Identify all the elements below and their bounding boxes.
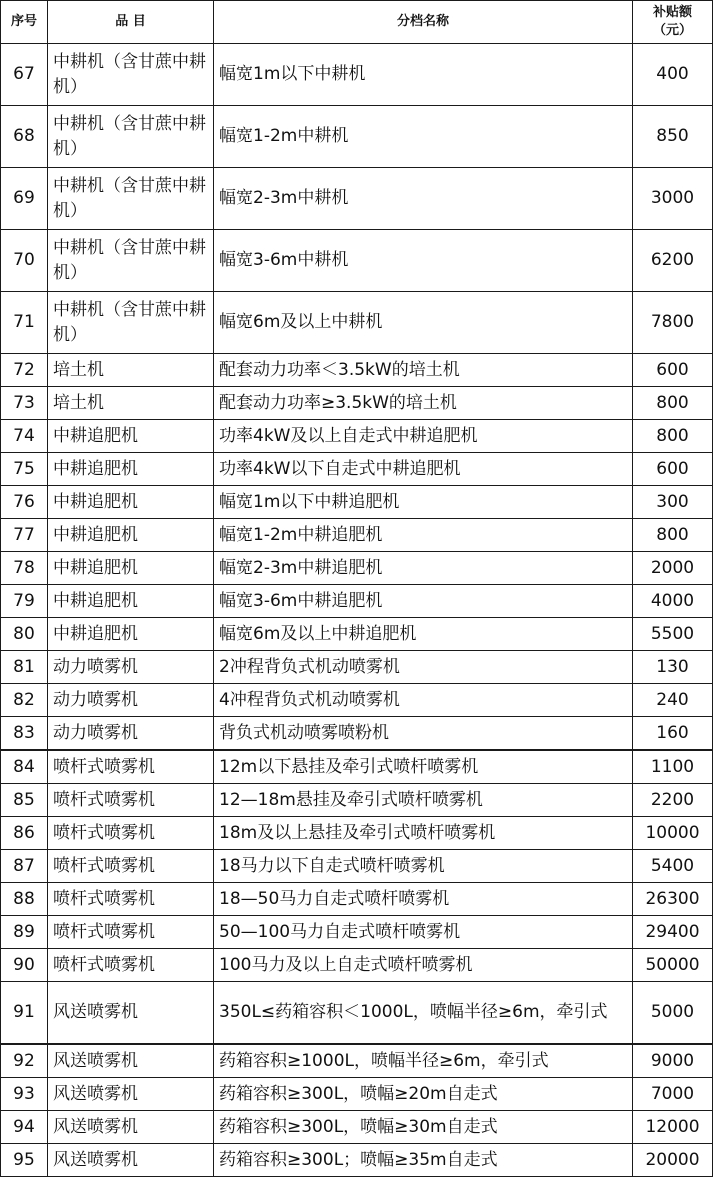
row-spec: 幅宽1-2m中耕追肥机 bbox=[214, 519, 633, 552]
row-spec: 18m及以上悬挂及牵引式喷杆喷雾机 bbox=[214, 817, 633, 850]
row-seq: 95 bbox=[1, 1144, 48, 1177]
row-spec: 药箱容积≥1000L，喷幅半径≥6m，牵引式 bbox=[214, 1044, 633, 1078]
table-row bbox=[1, 486, 713, 519]
row-seq: 72 bbox=[1, 354, 48, 387]
row-item: 风送喷雾机 bbox=[48, 1078, 214, 1111]
table-row bbox=[1, 552, 713, 585]
table-row bbox=[1, 106, 713, 168]
row-item: 中耕追肥机 bbox=[48, 486, 214, 519]
row-subsidy: 10000 bbox=[633, 817, 713, 850]
row-spec: 18马力以下自走式喷杆喷雾机 bbox=[214, 850, 633, 883]
row-seq: 83 bbox=[1, 717, 48, 751]
table-row bbox=[1, 883, 713, 916]
table-row bbox=[1, 420, 713, 453]
row-subsidy: 5400 bbox=[633, 850, 713, 883]
table-row bbox=[1, 750, 713, 784]
row-seq: 93 bbox=[1, 1078, 48, 1111]
row-item: 中耕机（含甘蔗中耕机） bbox=[48, 230, 214, 292]
table-row bbox=[1, 1111, 713, 1144]
row-seq: 92 bbox=[1, 1044, 48, 1078]
row-spec: 配套动力功率＜3.5kW的培土机 bbox=[214, 354, 633, 387]
row-seq: 76 bbox=[1, 486, 48, 519]
row-seq: 71 bbox=[1, 292, 48, 354]
row-subsidy: 850 bbox=[633, 106, 713, 168]
row-spec: 背负式机动喷雾喷粉机 bbox=[214, 717, 633, 751]
row-item: 动力喷雾机 bbox=[48, 684, 214, 717]
row-seq: 75 bbox=[1, 453, 48, 486]
header-subsidy-line1: 补贴额 bbox=[652, 5, 692, 20]
row-spec: 幅宽3-6m中耕追肥机 bbox=[214, 585, 633, 618]
row-seq: 78 bbox=[1, 552, 48, 585]
row-spec: 配套动力功率≥3.5kW的培土机 bbox=[214, 387, 633, 420]
row-item: 中耕追肥机 bbox=[48, 453, 214, 486]
table-row bbox=[1, 519, 713, 552]
table-body bbox=[1, 44, 713, 1177]
table-row bbox=[1, 916, 713, 949]
table-row bbox=[1, 850, 713, 883]
row-subsidy: 130 bbox=[633, 651, 713, 684]
row-seq: 80 bbox=[1, 618, 48, 651]
row-spec: 幅宽1m以下中耕追肥机 bbox=[214, 486, 633, 519]
row-subsidy: 600 bbox=[633, 354, 713, 387]
row-spec: 2冲程背负式机动喷雾机 bbox=[214, 651, 633, 684]
row-subsidy: 50000 bbox=[633, 949, 713, 982]
table-header-row bbox=[1, 1, 713, 44]
table-row bbox=[1, 684, 713, 717]
row-item: 喷杆式喷雾机 bbox=[48, 750, 214, 784]
row-seq: 73 bbox=[1, 387, 48, 420]
row-item: 中耕追肥机 bbox=[48, 618, 214, 651]
table-row bbox=[1, 1144, 713, 1177]
row-subsidy: 5500 bbox=[633, 618, 713, 651]
row-item: 风送喷雾机 bbox=[48, 982, 214, 1045]
row-subsidy: 800 bbox=[633, 387, 713, 420]
row-subsidy: 800 bbox=[633, 420, 713, 453]
header-subsidy bbox=[633, 1, 713, 44]
row-item: 中耕机（含甘蔗中耕机） bbox=[48, 106, 214, 168]
row-seq: 88 bbox=[1, 883, 48, 916]
table-row bbox=[1, 618, 713, 651]
row-item: 中耕追肥机 bbox=[48, 420, 214, 453]
row-item: 喷杆式喷雾机 bbox=[48, 949, 214, 982]
row-subsidy: 2000 bbox=[633, 552, 713, 585]
row-subsidy: 3000 bbox=[633, 168, 713, 230]
row-spec: 药箱容积≥300L，喷幅≥20m自走式 bbox=[214, 1078, 633, 1111]
row-subsidy: 26300 bbox=[633, 883, 713, 916]
header-spec: 分档名称 bbox=[214, 1, 633, 44]
row-seq: 82 bbox=[1, 684, 48, 717]
row-subsidy: 29400 bbox=[633, 916, 713, 949]
row-item: 中耕追肥机 bbox=[48, 585, 214, 618]
row-seq: 94 bbox=[1, 1111, 48, 1144]
row-item: 喷杆式喷雾机 bbox=[48, 883, 214, 916]
row-item: 中耕机（含甘蔗中耕机） bbox=[48, 44, 214, 106]
row-subsidy: 7800 bbox=[633, 292, 713, 354]
row-subsidy: 4000 bbox=[633, 585, 713, 618]
row-spec: 药箱容积≥300L，喷幅≥30m自走式 bbox=[214, 1111, 633, 1144]
row-seq: 87 bbox=[1, 850, 48, 883]
row-spec: 幅宽2-3m中耕机 bbox=[214, 168, 633, 230]
row-spec: 350L≤药箱容积＜1000L，喷幅半径≥6m，牵引式 bbox=[214, 982, 633, 1045]
row-seq: 79 bbox=[1, 585, 48, 618]
row-spec: 功率4kW以下自走式中耕追肥机 bbox=[214, 453, 633, 486]
row-item: 培土机 bbox=[48, 387, 214, 420]
row-spec: 幅宽2-3m中耕追肥机 bbox=[214, 552, 633, 585]
row-subsidy: 240 bbox=[633, 684, 713, 717]
table-row bbox=[1, 651, 713, 684]
table-row bbox=[1, 784, 713, 817]
row-item: 中耕追肥机 bbox=[48, 519, 214, 552]
row-item: 中耕机（含甘蔗中耕机） bbox=[48, 168, 214, 230]
row-spec: 功率4kW及以上自走式中耕追肥机 bbox=[214, 420, 633, 453]
row-seq: 89 bbox=[1, 916, 48, 949]
row-subsidy: 800 bbox=[633, 519, 713, 552]
row-item: 培土机 bbox=[48, 354, 214, 387]
row-seq: 85 bbox=[1, 784, 48, 817]
row-item: 喷杆式喷雾机 bbox=[48, 916, 214, 949]
table-row bbox=[1, 1044, 713, 1078]
row-seq: 90 bbox=[1, 949, 48, 982]
row-seq: 91 bbox=[1, 982, 48, 1045]
row-item: 风送喷雾机 bbox=[48, 1111, 214, 1144]
row-seq: 84 bbox=[1, 750, 48, 784]
header-item: 品 目 bbox=[48, 1, 214, 44]
row-spec: 4冲程背负式机动喷雾机 bbox=[214, 684, 633, 717]
row-seq: 81 bbox=[1, 651, 48, 684]
row-spec: 幅宽6m及以上中耕追肥机 bbox=[214, 618, 633, 651]
header-subsidy-line2: （元） bbox=[652, 23, 692, 38]
table-row bbox=[1, 817, 713, 850]
row-seq: 70 bbox=[1, 230, 48, 292]
row-item: 喷杆式喷雾机 bbox=[48, 784, 214, 817]
row-spec: 12m以下悬挂及牵引式喷杆喷雾机 bbox=[214, 750, 633, 784]
row-seq: 86 bbox=[1, 817, 48, 850]
row-spec: 100马力及以上自走式喷杆喷雾机 bbox=[214, 949, 633, 982]
row-seq: 67 bbox=[1, 44, 48, 106]
row-item: 风送喷雾机 bbox=[48, 1144, 214, 1177]
row-subsidy: 2200 bbox=[633, 784, 713, 817]
table-row bbox=[1, 949, 713, 982]
row-spec: 12—18m悬挂及牵引式喷杆喷雾机 bbox=[214, 784, 633, 817]
row-subsidy: 9000 bbox=[633, 1044, 713, 1078]
header-seq: 序号 bbox=[1, 1, 48, 44]
table-row bbox=[1, 585, 713, 618]
row-item: 风送喷雾机 bbox=[48, 1044, 214, 1078]
row-seq: 74 bbox=[1, 420, 48, 453]
row-spec: 50—100马力自走式喷杆喷雾机 bbox=[214, 916, 633, 949]
row-spec: 幅宽6m及以上中耕机 bbox=[214, 292, 633, 354]
row-subsidy: 300 bbox=[633, 486, 713, 519]
row-subsidy: 20000 bbox=[633, 1144, 713, 1177]
row-item: 喷杆式喷雾机 bbox=[48, 850, 214, 883]
row-item: 喷杆式喷雾机 bbox=[48, 817, 214, 850]
table-row bbox=[1, 387, 713, 420]
table-row bbox=[1, 44, 713, 106]
table-row bbox=[1, 168, 713, 230]
row-subsidy: 12000 bbox=[633, 1111, 713, 1144]
row-seq: 77 bbox=[1, 519, 48, 552]
table-row bbox=[1, 453, 713, 486]
row-item: 中耕追肥机 bbox=[48, 552, 214, 585]
table-row bbox=[1, 982, 713, 1045]
row-seq: 68 bbox=[1, 106, 48, 168]
row-item: 动力喷雾机 bbox=[48, 651, 214, 684]
row-spec: 18—50马力自走式喷杆喷雾机 bbox=[214, 883, 633, 916]
table-row bbox=[1, 717, 713, 751]
table-row bbox=[1, 230, 713, 292]
row-subsidy: 160 bbox=[633, 717, 713, 751]
row-spec: 幅宽1m以下中耕机 bbox=[214, 44, 633, 106]
row-subsidy: 5000 bbox=[633, 982, 713, 1045]
row-subsidy: 400 bbox=[633, 44, 713, 106]
row-item: 动力喷雾机 bbox=[48, 717, 214, 751]
row-subsidy: 6200 bbox=[633, 230, 713, 292]
row-item: 中耕机（含甘蔗中耕机） bbox=[48, 292, 214, 354]
row-spec: 幅宽3-6m中耕机 bbox=[214, 230, 633, 292]
table-row bbox=[1, 292, 713, 354]
row-spec: 药箱容积≥300L；喷幅≥35m自走式 bbox=[214, 1144, 633, 1177]
row-seq: 69 bbox=[1, 168, 48, 230]
row-subsidy: 7000 bbox=[633, 1078, 713, 1111]
table-row bbox=[1, 1078, 713, 1111]
row-subsidy: 1100 bbox=[633, 750, 713, 784]
table-row bbox=[1, 354, 713, 387]
row-spec: 幅宽1-2m中耕机 bbox=[214, 106, 633, 168]
row-subsidy: 600 bbox=[633, 453, 713, 486]
